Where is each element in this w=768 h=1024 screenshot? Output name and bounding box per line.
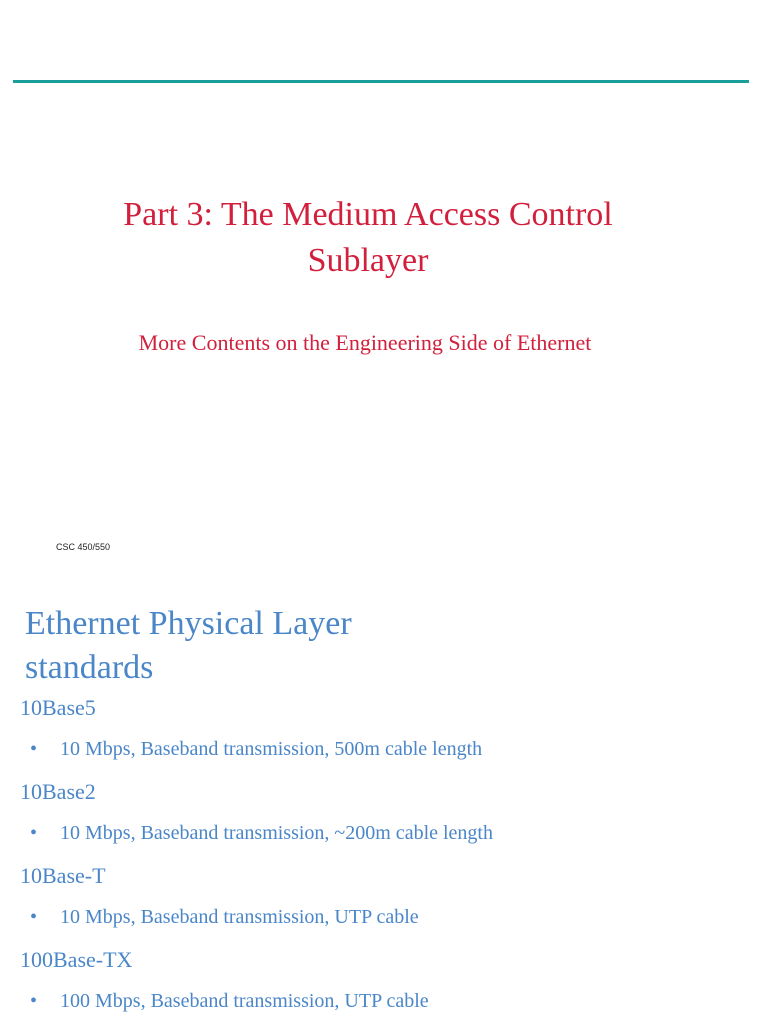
standard-bullet-10base5 <box>30 736 482 762</box>
bullet-dot: • <box>30 906 38 928</box>
standard-bullet-100base-tx <box>30 988 429 1014</box>
bullet-dot: • <box>30 990 38 1012</box>
slide-title <box>0 192 736 284</box>
standard-name-100base-tx: 100Base-TX <box>20 947 133 972</box>
standard-bullet-10base-t <box>30 904 419 930</box>
standard-bullet-text: 10 Mbps, Baseband transmission, UTP cable <box>60 906 419 928</box>
bullet-dot: • <box>30 822 38 844</box>
top-divider-rule <box>13 80 749 83</box>
slide-heading <box>25 602 525 690</box>
bullet-dot: • <box>30 738 38 760</box>
standard-bullet-text: 100 Mbps, Baseband transmission, UTP cable <box>60 990 429 1012</box>
slide-title-line-1: Part 3: The Medium Access Control <box>123 196 613 233</box>
standard-bullet-text: 10 Mbps, Baseband transmission, 500m cable length <box>60 738 483 760</box>
slide-heading-line-1: Ethernet Physical Layer <box>25 605 352 642</box>
standard-name-10base5: 10Base5 <box>20 695 96 720</box>
slide-subtitle: More Contents on the Engineering Side of Ethernet <box>138 330 592 355</box>
slide-heading-line-2: standards <box>25 649 154 686</box>
content-slide <box>0 590 768 1024</box>
course-label: CSC 450/550 <box>56 542 111 552</box>
standard-bullet-10base2 <box>30 820 493 846</box>
standard-name-10base-t: 10Base-T <box>20 863 106 888</box>
slide-title-line-2: Sublayer <box>307 242 429 279</box>
standard-bullet-text: 10 Mbps, Baseband transmission, ~200m cable length <box>60 822 493 844</box>
standard-name-10base2: 10Base2 <box>20 779 96 804</box>
